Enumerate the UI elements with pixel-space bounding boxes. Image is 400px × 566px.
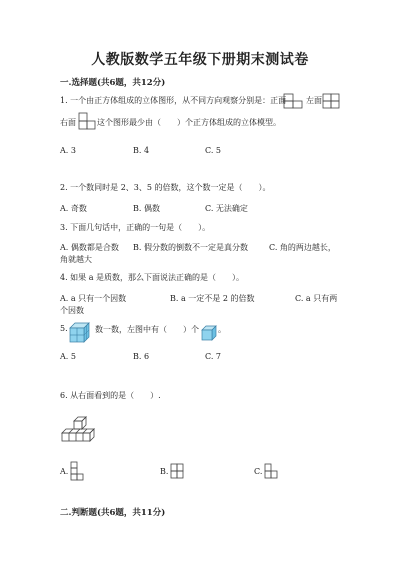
question-1-option-c[interactable]: C. 5 — [205, 146, 222, 155]
question-1-option-b[interactable]: B. 4 — [133, 146, 150, 155]
question-1-line1a: 1. 一个由正方体组成的立体图形，从不同方向观察分别是：正面 — [60, 96, 287, 105]
question-2-option-b[interactable]: B. 偶数 — [133, 204, 160, 213]
question-5-option-b[interactable]: B. 6 — [133, 352, 150, 361]
single-cube-icon — [201, 325, 217, 341]
question-3-option-c[interactable]: C. 角的两边越长， — [269, 243, 336, 252]
question-4-option-a[interactable]: A. a 只有一个因数 — [60, 294, 127, 303]
question-2-option-a[interactable]: A. 奇数 — [60, 204, 87, 213]
option-b-view-icon — [170, 463, 184, 479]
question-5-suffix: 。 — [218, 325, 226, 334]
question-6-option-c[interactable]: C. — [254, 467, 263, 476]
question-6-option-a[interactable]: A. — [60, 467, 69, 476]
option-c-view-icon — [264, 463, 278, 479]
question-6-text: 6. 从右面看到的是（ ）. — [60, 391, 161, 400]
question-1-option-a[interactable]: A. 3 — [60, 146, 76, 155]
question-2-text: 2. 一个数同时是 2、3、5 的倍数，这个数一定是（ ）。 — [60, 183, 271, 192]
question-5-text: 数一数，左图中有（ ）个 — [95, 325, 199, 334]
option-a-view-icon — [70, 461, 84, 481]
question-4-option-c[interactable]: C. a 只有两 — [295, 294, 338, 303]
question-3-option-b[interactable]: B. 假分数的倒数不一定是真分数 — [133, 243, 248, 252]
question-5-option-a[interactable]: A. 5 — [60, 352, 76, 361]
question-4-option-c-continued: 个因数 — [60, 306, 84, 315]
question-5-option-c[interactable]: C. 7 — [205, 352, 222, 361]
left-view-icon — [322, 93, 340, 109]
cube-stack-icon — [69, 321, 95, 343]
question-6-option-b[interactable]: B. — [160, 467, 169, 476]
question-1-line2b: 这个图形最少由（ ）个正方体组成的立体模型。 — [97, 118, 281, 127]
section-heading-choice: 一.选择题(共6题，共12分) — [60, 78, 166, 88]
question-5-number: 5. — [60, 324, 68, 333]
page-title: 人教版数学五年级下册期末测试卷 — [91, 52, 309, 68]
question-4-option-b[interactable]: B. a 一定不是 2 的倍数 — [170, 294, 255, 303]
front-view-icon — [283, 93, 303, 109]
question-3-option-c-continued: 角就越大 — [60, 255, 92, 264]
question-4-text: 4. 如果 a 是质数，那么下面说法正确的是（ ）。 — [60, 273, 245, 282]
question-3-text: 3. 下面几句话中，正确的一句是（ ）。 — [60, 223, 211, 232]
block-structure-figure — [60, 415, 100, 443]
right-view-icon — [78, 112, 96, 130]
question-1-line2a: 右面 — [60, 118, 76, 127]
question-2-option-c[interactable]: C. 无法确定 — [205, 204, 248, 213]
question-1-line1b: 左面 — [306, 96, 322, 105]
section-heading-judgement: 二.判断题(共6题，共11分) — [60, 508, 166, 518]
question-3-option-a[interactable]: A. 偶数都是合数 — [60, 243, 119, 252]
